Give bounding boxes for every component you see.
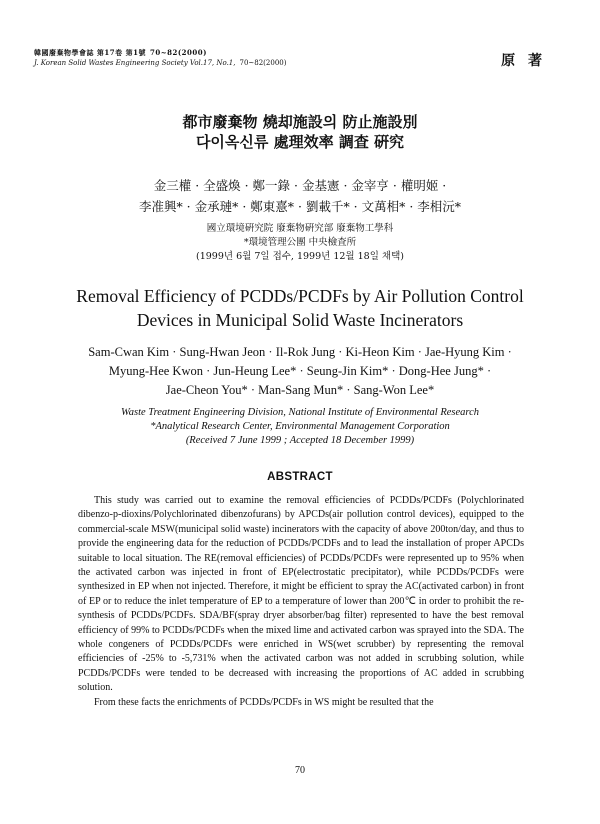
korean-authors: 金三權 · 全盛煥 · 鄭一錄 · 金基憲 · 金宰亨 · 權明姬 · 李准興* · 金承璉* · 鄭東憙* · 劉載千* · 文萬相* · 李相沅* [138, 178, 462, 214]
abstract-body [78, 494, 524, 710]
page-number: 70 [295, 765, 305, 776]
korean-affiliation: 國立環境硏究院 廢棄物硏究部 廢棄物工學科 *環境管理公團 中央檢査所 (1999년 6월 7일 접수, 1999년 12월 18일 채택) [196, 223, 404, 262]
abstract-paragraph: This study was carried out to examine the removal efficiencies of PCDDs/PCDFs (Polychlorinated dibenzo-p-dioxins/Polychlorinated dibenzofurans) by APCDs(air pollution control devices), equipped to the commercial-scale MSW(municipal solid waste) incinerators with the capacity of above 200ton/day, and thus to provide the engineering data for the reduction of PCDDs/PCDFs and to lead the installation of proper APCDs suitable to local situation. The RE(removal efficiencies) of PCDDs/PCDFs were represented up to 95% when the activated carbon was injected in front of EP(electrostatic precipitator), while PCDDs/PCDFs were synthesized in EP when not injected. Therefore, it might be efficient to spray the AC(activated carbon) in front of EP or to reduce the inlet temperature of EP to a temperature of lower than 200℃ in order to prohibit the re-synthesis of PCDDs/PCDFs. SDA/BF(spray dryer absorber/bag filter) represented to have the best removal efficiency of 99% to PCDDs/PCDFs when the mixed lime and activated carbon was sprayed into the SDA. The whole congeners of PCDDs/PCDFs were enriched in WS(wet scrubber) by representing the removal efficiencies of -25% to -5,731% when the activated carbon was not added in scrubbing solution, while PCDDs/PCDFs were tended to be decreased with increasing the proportions of AC added in scrubbing solution. [78, 495, 524, 694]
abstract-paragraph: From these facts the enrichments of PCDDs/PCDFs in WS might be resulted that the [94, 696, 434, 708]
journal-header [34, 48, 286, 68]
english-authors: Sam-Cwan Kim · Sung-Hwan Jeon · Il-Rok Jung · Ki-Heon Kim · Jae-Hyung Kim · Myung-Hee Kwon · Jun-Heung Lee* · Seung-Jin Kim* · Dong-Hee Jung* · Jae-Cheon You* · Man-Sang Mun* · Sang-Won Lee* [88, 345, 512, 397]
journal-name-korean: 韓國廢棄物學會誌 第17卷 第1號 70~82(2000) [34, 48, 207, 57]
english-affiliation: Waste Treatment Engineering Division, National Institute of Environmental Research *Analytical Research Center, Environmental Management Corporation (Received 7 June 1999 ; Accepted 18 December 1999) [120, 407, 480, 446]
korean-title: 都市廢棄物 燒却施設의 防止施設別 다이옥신류 處理效率 調査 硏究 [182, 113, 418, 151]
document-type-label: 原 著 [501, 53, 546, 69]
english-title: Removal Efficiency of PCDDs/PCDFs by Air Pollution Control Devices in Municipal Solid Waste Incinerators [76, 286, 524, 330]
journal-name-english: J. Korean Solid Wastes Engineering Society Vol.17, No.1, 70~82(2000) [34, 59, 287, 67]
abstract-heading: ABSTRACT [267, 471, 333, 483]
